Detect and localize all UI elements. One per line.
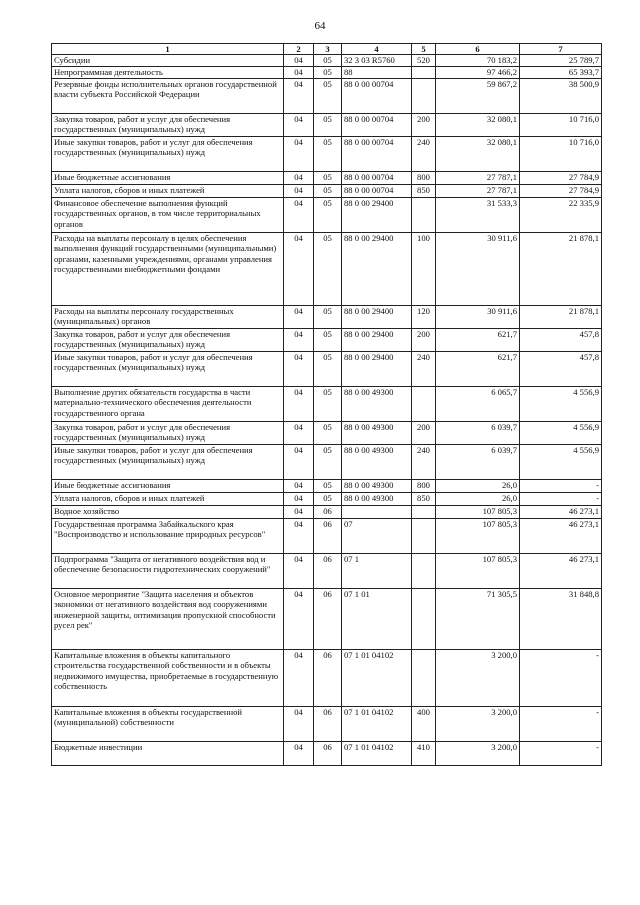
target-article-code: 07 1 01 04102 bbox=[342, 742, 412, 766]
expense-type-code bbox=[412, 67, 436, 79]
table-row bbox=[52, 67, 602, 79]
table-row bbox=[52, 329, 602, 352]
amount-second: - bbox=[520, 480, 602, 493]
section-code: 04 bbox=[284, 422, 314, 445]
amount-second: 4 556,9 bbox=[520, 422, 602, 445]
amount-first: 32 080,1 bbox=[436, 137, 520, 172]
amount-second: 31 848,8 bbox=[520, 589, 602, 650]
subsection-code: 05 bbox=[314, 422, 342, 445]
expense-type-code: 400 bbox=[412, 707, 436, 742]
subsection-code: 06 bbox=[314, 742, 342, 766]
expense-type-code: 100 bbox=[412, 233, 436, 306]
amount-first: 107 805,3 bbox=[436, 519, 520, 554]
target-article-code: 07 bbox=[342, 519, 412, 554]
expense-type-code bbox=[412, 554, 436, 589]
expense-type-code: 800 bbox=[412, 172, 436, 185]
target-article-code: 07 1 bbox=[342, 554, 412, 589]
target-article-code bbox=[342, 506, 412, 519]
amount-first: 71 305,5 bbox=[436, 589, 520, 650]
amount-first: 30 911,6 bbox=[436, 233, 520, 306]
expense-type-code: 520 bbox=[412, 55, 436, 67]
subsection-code: 05 bbox=[314, 329, 342, 352]
amount-first: 107 805,3 bbox=[436, 506, 520, 519]
table-row bbox=[52, 306, 602, 329]
expense-type-code: 120 bbox=[412, 306, 436, 329]
table-row bbox=[52, 742, 602, 766]
amount-first: 26,0 bbox=[436, 493, 520, 506]
subsection-code: 05 bbox=[314, 233, 342, 306]
row-name: Финансовое обеспечение выполнения функций государственных органов, в том числе территориальных органов bbox=[52, 198, 284, 233]
subsection-code: 06 bbox=[314, 554, 342, 589]
amount-first: 70 183,2 bbox=[436, 55, 520, 67]
table-row bbox=[52, 493, 602, 506]
table-row bbox=[52, 480, 602, 493]
column-header: 4 bbox=[342, 44, 412, 55]
row-name: Основное мероприятие "Защита населения и объектов экономики от негативного воздействия вод сооружениями инженерной защиты, оптимизация пропускной способности русел рек" bbox=[52, 589, 284, 650]
row-name: Уплата налогов, сборов и иных платежей bbox=[52, 493, 284, 506]
expense-type-code bbox=[412, 79, 436, 114]
table-row bbox=[52, 707, 602, 742]
amount-first: 107 805,3 bbox=[436, 554, 520, 589]
amount-second: 46 273,1 bbox=[520, 554, 602, 589]
target-article-code: 88 0 00 00704 bbox=[342, 185, 412, 198]
subsection-code: 06 bbox=[314, 519, 342, 554]
expense-type-code: 800 bbox=[412, 480, 436, 493]
amount-second: 46 273,1 bbox=[520, 519, 602, 554]
expense-type-code bbox=[412, 198, 436, 233]
expense-type-code: 240 bbox=[412, 352, 436, 387]
amount-first: 97 466,2 bbox=[436, 67, 520, 79]
section-code: 04 bbox=[284, 352, 314, 387]
table-row bbox=[52, 198, 602, 233]
amount-second: - bbox=[520, 707, 602, 742]
target-article-code: 88 0 00 49300 bbox=[342, 445, 412, 480]
table-row bbox=[52, 422, 602, 445]
amount-second: 27 784,9 bbox=[520, 172, 602, 185]
row-name: Иные бюджетные ассигнования bbox=[52, 480, 284, 493]
subsection-code: 06 bbox=[314, 707, 342, 742]
amount-first: 27 787,1 bbox=[436, 185, 520, 198]
section-code: 04 bbox=[284, 172, 314, 185]
column-header: 1 bbox=[52, 44, 284, 55]
amount-first: 3 200,0 bbox=[436, 650, 520, 707]
amount-second: 457,8 bbox=[520, 329, 602, 352]
target-article-code: 88 0 00 29400 bbox=[342, 352, 412, 387]
amount-second: 22 335,9 bbox=[520, 198, 602, 233]
row-name: Государственная программа Забайкальского края "Воспроизводство и использование природных ресурсов" bbox=[52, 519, 284, 554]
expense-type-code: 240 bbox=[412, 445, 436, 480]
budget-table bbox=[51, 43, 602, 766]
target-article-code: 07 1 01 04102 bbox=[342, 650, 412, 707]
target-article-code: 88 0 00 29400 bbox=[342, 329, 412, 352]
subsection-code: 05 bbox=[314, 55, 342, 67]
subsection-code: 05 bbox=[314, 114, 342, 137]
target-article-code: 07 1 01 bbox=[342, 589, 412, 650]
amount-first: 6 065,7 bbox=[436, 387, 520, 422]
table-row bbox=[52, 650, 602, 707]
subsection-code: 05 bbox=[314, 67, 342, 79]
section-code: 04 bbox=[284, 707, 314, 742]
amount-first: 27 787,1 bbox=[436, 172, 520, 185]
section-code: 04 bbox=[284, 589, 314, 650]
expense-type-code bbox=[412, 387, 436, 422]
target-article-code: 88 0 00 29400 bbox=[342, 198, 412, 233]
amount-second: 38 500,9 bbox=[520, 79, 602, 114]
target-article-code: 88 0 00 00704 bbox=[342, 137, 412, 172]
table-row bbox=[52, 185, 602, 198]
subsection-code: 05 bbox=[314, 493, 342, 506]
expense-type-code: 200 bbox=[412, 422, 436, 445]
section-code: 04 bbox=[284, 198, 314, 233]
subsection-code: 06 bbox=[314, 506, 342, 519]
subsection-code: 05 bbox=[314, 172, 342, 185]
amount-second: 4 556,9 bbox=[520, 445, 602, 480]
amount-first: 31 533,3 bbox=[436, 198, 520, 233]
amount-second: - bbox=[520, 493, 602, 506]
table-row bbox=[52, 172, 602, 185]
target-article-code: 88 0 00 00704 bbox=[342, 172, 412, 185]
amount-second: - bbox=[520, 650, 602, 707]
section-code: 04 bbox=[284, 55, 314, 67]
column-header: 5 bbox=[412, 44, 436, 55]
table-row bbox=[52, 352, 602, 387]
target-article-code: 32 3 03 R5760 bbox=[342, 55, 412, 67]
table-row bbox=[52, 554, 602, 589]
column-header: 2 bbox=[284, 44, 314, 55]
subsection-code: 05 bbox=[314, 306, 342, 329]
expense-type-code: 200 bbox=[412, 114, 436, 137]
row-name: Закупка товаров, работ и услуг для обеспечения государственных (муниципальных) нужд bbox=[52, 329, 284, 352]
amount-first: 6 039,7 bbox=[436, 445, 520, 480]
amount-second: - bbox=[520, 742, 602, 766]
row-name: Непрограммная деятельность bbox=[52, 67, 284, 79]
amount-second: 4 556,9 bbox=[520, 387, 602, 422]
subsection-code: 05 bbox=[314, 137, 342, 172]
section-code: 04 bbox=[284, 306, 314, 329]
amount-first: 26,0 bbox=[436, 480, 520, 493]
row-name: Уплата налогов, сборов и иных платежей bbox=[52, 185, 284, 198]
amount-second: 21 878,1 bbox=[520, 306, 602, 329]
target-article-code: 88 0 00 49300 bbox=[342, 387, 412, 422]
table-row bbox=[52, 387, 602, 422]
amount-first: 621,7 bbox=[436, 329, 520, 352]
row-name: Закупка товаров, работ и услуг для обеспечения государственных (муниципальных) нужд bbox=[52, 114, 284, 137]
row-name: Резервные фонды исполнительных органов государственной власти субъекта Российской Федерации bbox=[52, 79, 284, 114]
table-row bbox=[52, 233, 602, 306]
subsection-code: 05 bbox=[314, 352, 342, 387]
row-name: Капитальные вложения в объекты капитального строительства государственной собственности и в объекты недвижимого имущества, приобретаемые в государственную собственность bbox=[52, 650, 284, 707]
row-name: Выполнение других обязательств государства в части материально-технического обеспечения деятельности государственного органа bbox=[52, 387, 284, 422]
amount-second: 457,8 bbox=[520, 352, 602, 387]
target-article-code: 88 0 00 49300 bbox=[342, 422, 412, 445]
subsection-code: 05 bbox=[314, 445, 342, 480]
target-article-code: 88 0 00 29400 bbox=[342, 306, 412, 329]
section-code: 04 bbox=[284, 650, 314, 707]
column-header: 7 bbox=[520, 44, 602, 55]
expense-type-code bbox=[412, 519, 436, 554]
amount-second: 10 716,0 bbox=[520, 114, 602, 137]
amount-second: 10 716,0 bbox=[520, 137, 602, 172]
column-header: 3 bbox=[314, 44, 342, 55]
amount-second: 65 393,7 bbox=[520, 67, 602, 79]
row-name: Иные закупки товаров, работ и услуг для обеспечения государственных (муниципальных) нужд bbox=[52, 445, 284, 480]
amount-first: 3 200,0 bbox=[436, 707, 520, 742]
subsection-code: 05 bbox=[314, 185, 342, 198]
section-code: 04 bbox=[284, 329, 314, 352]
row-name: Закупка товаров, работ и услуг для обеспечения государственных (муниципальных) нужд bbox=[52, 422, 284, 445]
amount-first: 621,7 bbox=[436, 352, 520, 387]
table-row bbox=[52, 589, 602, 650]
table-row bbox=[52, 137, 602, 172]
table-row bbox=[52, 519, 602, 554]
amount-first: 6 039,7 bbox=[436, 422, 520, 445]
expense-type-code: 850 bbox=[412, 493, 436, 506]
target-article-code: 88 0 00 00704 bbox=[342, 79, 412, 114]
subsection-code: 05 bbox=[314, 198, 342, 233]
subsection-code: 05 bbox=[314, 480, 342, 493]
page-number: 64 bbox=[314, 20, 326, 32]
amount-first: 3 200,0 bbox=[436, 742, 520, 766]
target-article-code: 88 0 00 49300 bbox=[342, 480, 412, 493]
section-code: 04 bbox=[284, 67, 314, 79]
section-code: 04 bbox=[284, 480, 314, 493]
row-name: Иные закупки товаров, работ и услуг для обеспечения государственных (муниципальных) нужд bbox=[52, 137, 284, 172]
table-row bbox=[52, 506, 602, 519]
row-name: Водное хозяйство bbox=[52, 506, 284, 519]
table-row bbox=[52, 445, 602, 480]
subsection-code: 06 bbox=[314, 589, 342, 650]
row-name: Субсидии bbox=[52, 55, 284, 67]
subsection-code: 05 bbox=[314, 79, 342, 114]
section-code: 04 bbox=[284, 493, 314, 506]
amount-second: 27 784,9 bbox=[520, 185, 602, 198]
amount-first: 59 867,2 bbox=[436, 79, 520, 114]
table-row bbox=[52, 114, 602, 137]
section-code: 04 bbox=[284, 185, 314, 198]
row-name: Расходы на выплаты персоналу государственных (муниципальных) органов bbox=[52, 306, 284, 329]
section-code: 04 bbox=[284, 445, 314, 480]
target-article-code: 88 0 00 49300 bbox=[342, 493, 412, 506]
expense-type-code: 850 bbox=[412, 185, 436, 198]
row-name: Капитальные вложения в объекты государственной (муниципальной) собственности bbox=[52, 707, 284, 742]
subsection-code: 06 bbox=[314, 650, 342, 707]
row-name: Иные бюджетные ассигнования bbox=[52, 172, 284, 185]
expense-type-code: 200 bbox=[412, 329, 436, 352]
table-row bbox=[52, 55, 602, 67]
section-code: 04 bbox=[284, 506, 314, 519]
section-code: 04 bbox=[284, 114, 314, 137]
section-code: 04 bbox=[284, 742, 314, 766]
amount-first: 30 911,6 bbox=[436, 306, 520, 329]
amount-second: 21 878,1 bbox=[520, 233, 602, 306]
subsection-code: 05 bbox=[314, 387, 342, 422]
section-code: 04 bbox=[284, 554, 314, 589]
section-code: 04 bbox=[284, 387, 314, 422]
row-name: Бюджетные инвестиции bbox=[52, 742, 284, 766]
amount-second: 46 273,1 bbox=[520, 506, 602, 519]
table-header-row bbox=[52, 44, 602, 55]
amount-second: 25 789,7 bbox=[520, 55, 602, 67]
section-code: 04 bbox=[284, 79, 314, 114]
target-article-code: 88 0 00 29400 bbox=[342, 233, 412, 306]
target-article-code: 88 0 00 00704 bbox=[342, 114, 412, 137]
expense-type-code bbox=[412, 650, 436, 707]
table-row bbox=[52, 79, 602, 114]
target-article-code: 88 bbox=[342, 67, 412, 79]
section-code: 04 bbox=[284, 233, 314, 306]
row-name: Иные закупки товаров, работ и услуг для обеспечения государственных (муниципальных) нужд bbox=[52, 352, 284, 387]
section-code: 04 bbox=[284, 519, 314, 554]
expense-type-code: 410 bbox=[412, 742, 436, 766]
target-article-code: 07 1 01 04102 bbox=[342, 707, 412, 742]
column-header: 6 bbox=[436, 44, 520, 55]
section-code: 04 bbox=[284, 137, 314, 172]
amount-first: 32 080,1 bbox=[436, 114, 520, 137]
expense-type-code bbox=[412, 506, 436, 519]
row-name: Расходы на выплаты персоналу в целях обеспечения выполнения функций государственными (муниципальными) органами, казенными учреждениями, органами управления государственными внебюджетными фондами bbox=[52, 233, 284, 306]
expense-type-code bbox=[412, 589, 436, 650]
row-name: Подпрограмма "Защита от негативного воздействия вод и обеспечение безопасности гидротехнических сооружений" bbox=[52, 554, 284, 589]
expense-type-code: 240 bbox=[412, 137, 436, 172]
